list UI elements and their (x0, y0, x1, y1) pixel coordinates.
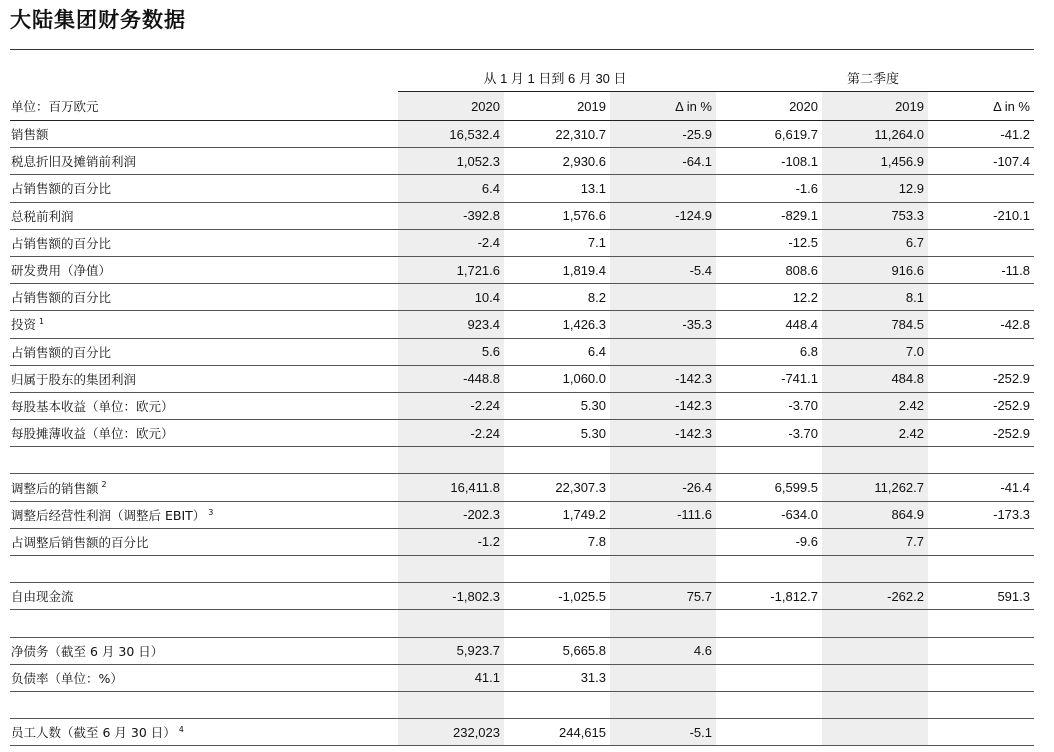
row-label (10, 148, 398, 175)
value-cell: -252.9 (928, 392, 1034, 419)
title-divider (10, 49, 1034, 50)
spacer-cell (716, 691, 822, 718)
row-label (10, 202, 398, 229)
table-row (10, 256, 1034, 283)
row-label-text: 净债务（截至 6 月 30 日） (11, 643, 164, 659)
row-label (10, 501, 398, 528)
row-label (10, 175, 398, 202)
value-cell: 5.30 (504, 392, 610, 419)
value-cell (610, 229, 716, 256)
spacer-cell (716, 610, 822, 637)
value-cell: -11.8 (928, 256, 1034, 283)
spacer-cell (928, 610, 1034, 637)
spacer-row (10, 691, 1034, 718)
value-cell: 1,721.6 (398, 256, 504, 283)
value-cell: 6.4 (398, 175, 504, 202)
value-cell: 75.7 (610, 583, 716, 610)
value-cell: 864.9 (822, 501, 928, 528)
value-cell (822, 637, 928, 664)
value-cell: 808.6 (716, 256, 822, 283)
spacer-cell (398, 556, 504, 583)
row-label-text: 税息折旧及摊销前利润 (11, 154, 137, 170)
row-label-text: 占销售额的百分比 (11, 235, 112, 251)
value-cell: -64.1 (610, 148, 716, 175)
value-cell: 8.2 (504, 284, 610, 311)
table-row (10, 202, 1034, 229)
row-label (10, 284, 398, 311)
value-cell: 923.4 (398, 311, 504, 338)
value-cell (928, 175, 1034, 202)
value-cell: -1,025.5 (504, 583, 610, 610)
value-cell: 784.5 (822, 311, 928, 338)
spacer-cell (822, 691, 928, 718)
value-cell (928, 719, 1034, 746)
footnote-marker: 3 (208, 507, 214, 517)
spacer-cell (504, 691, 610, 718)
spacer-cell (928, 691, 1034, 718)
unit-label: 单位：百万欧元 (10, 92, 398, 121)
table-row (10, 121, 1034, 148)
spacer-cell (10, 447, 398, 474)
quarter-group-header: 第二季度 (716, 64, 1034, 92)
row-label (10, 583, 398, 610)
row-label (10, 229, 398, 256)
value-cell: 2,930.6 (504, 148, 610, 175)
spacer-cell (610, 610, 716, 637)
value-cell: 7.0 (822, 338, 928, 365)
row-label-text: 研发费用（净值） (11, 263, 112, 279)
value-cell: -142.3 (610, 420, 716, 447)
row-label (10, 719, 398, 746)
table-row (10, 311, 1034, 338)
value-cell (610, 528, 716, 555)
row-label-text: 占销售额的百分比 (11, 181, 112, 197)
value-cell: -26.4 (610, 474, 716, 501)
value-cell: 6,619.7 (716, 121, 822, 148)
page-title: 大陆集团财务数据 (10, 8, 186, 32)
value-cell: 484.8 (822, 365, 928, 392)
row-label-text: 销售额 (11, 127, 49, 143)
value-cell: 2.42 (822, 392, 928, 419)
table-row (10, 664, 1034, 691)
table-row (10, 148, 1034, 175)
value-cell (928, 229, 1034, 256)
value-cell: 16,411.8 (398, 474, 504, 501)
footnote-marker: 1 (39, 317, 45, 327)
value-cell: -173.3 (928, 501, 1034, 528)
value-cell: 1,819.4 (504, 256, 610, 283)
row-label-text: 调整后的销售额 (11, 480, 99, 496)
value-cell: -9.6 (716, 528, 822, 555)
value-cell (928, 528, 1034, 555)
value-cell: -2.24 (398, 392, 504, 419)
row-label (10, 474, 398, 501)
row-label-text: 员工人数（截至 6 月 30 日） (11, 725, 176, 741)
spacer-cell (716, 556, 822, 583)
value-cell: -210.1 (928, 202, 1034, 229)
row-label-text: 每股摊薄收益（单位：欧元） (11, 426, 174, 442)
value-cell: 16,532.4 (398, 121, 504, 148)
spacer-cell (10, 610, 398, 637)
spacer-cell (610, 691, 716, 718)
value-cell: 22,307.3 (504, 474, 610, 501)
row-label (10, 637, 398, 664)
value-cell: -392.8 (398, 202, 504, 229)
value-cell: -829.1 (716, 202, 822, 229)
value-cell (610, 284, 716, 311)
row-label-text: 自由现金流 (11, 589, 74, 605)
row-label-text: 占销售额的百分比 (11, 290, 112, 306)
value-cell: 6,599.5 (716, 474, 822, 501)
row-label-text: 占调整后销售额的百分比 (11, 534, 149, 550)
row-label (10, 528, 398, 555)
table-row (10, 719, 1034, 746)
value-cell: 31.3 (504, 664, 610, 691)
value-cell (610, 175, 716, 202)
value-cell: 6.7 (822, 229, 928, 256)
row-label (10, 311, 398, 338)
value-cell: 11,264.0 (822, 121, 928, 148)
value-cell: -252.9 (928, 365, 1034, 392)
row-label (10, 420, 398, 447)
value-cell: -3.70 (716, 420, 822, 447)
col-h1-delta: Δ in % (610, 92, 716, 121)
spacer-cell (822, 610, 928, 637)
value-cell: 1,052.3 (398, 148, 504, 175)
table-row (10, 284, 1034, 311)
value-cell: -142.3 (610, 392, 716, 419)
value-cell (610, 664, 716, 691)
value-cell: 448.4 (716, 311, 822, 338)
row-label-text: 占销售额的百分比 (11, 344, 112, 360)
value-cell (928, 338, 1034, 365)
spacer-cell (504, 610, 610, 637)
value-cell: 7.7 (822, 528, 928, 555)
value-cell: -252.9 (928, 420, 1034, 447)
col-q2-2020: 2020 (716, 92, 822, 121)
row-label (10, 664, 398, 691)
financial-data-table (10, 64, 1034, 746)
value-cell: -41.4 (928, 474, 1034, 501)
value-cell: 13.1 (504, 175, 610, 202)
spacer-cell (610, 556, 716, 583)
value-cell (610, 338, 716, 365)
value-cell: 244,615 (504, 719, 610, 746)
row-label (10, 256, 398, 283)
table-row (10, 474, 1034, 501)
col-q2-2019: 2019 (822, 92, 928, 121)
value-cell: 10.4 (398, 284, 504, 311)
col-h1-2019: 2019 (504, 92, 610, 121)
group-header-row (10, 64, 1034, 92)
table-body (10, 121, 1034, 746)
value-cell: 11,262.7 (822, 474, 928, 501)
value-cell: 12.2 (716, 284, 822, 311)
value-cell: -2.4 (398, 229, 504, 256)
value-cell (822, 664, 928, 691)
value-cell: 2.42 (822, 420, 928, 447)
value-cell: 5.30 (504, 420, 610, 447)
first-half-group-header: 从 1 月 1 日到 6 月 30 日 (398, 64, 716, 92)
value-cell: -111.6 (610, 501, 716, 528)
value-cell: -107.4 (928, 148, 1034, 175)
value-cell: 6.4 (504, 338, 610, 365)
row-label-text: 负债率（单位：%） (11, 670, 123, 686)
footnote-marker: 4 (178, 725, 184, 735)
row-label-text: 总税前利润 (11, 208, 74, 224)
table-row (10, 420, 1034, 447)
value-cell: 6.8 (716, 338, 822, 365)
value-cell: 22,310.7 (504, 121, 610, 148)
value-cell: -35.3 (610, 311, 716, 338)
value-cell: -5.1 (610, 719, 716, 746)
value-cell: 5,923.7 (398, 637, 504, 664)
table-row (10, 365, 1034, 392)
spacer-row (10, 556, 1034, 583)
row-label-text: 投资 (11, 317, 37, 333)
spacer-row (10, 610, 1034, 637)
value-cell: 7.1 (504, 229, 610, 256)
value-cell: 12.9 (822, 175, 928, 202)
spacer-cell (928, 447, 1034, 474)
spacer-cell (716, 447, 822, 474)
table-row (10, 501, 1034, 528)
value-cell: -108.1 (716, 148, 822, 175)
value-cell: 916.6 (822, 256, 928, 283)
spacer-cell (610, 447, 716, 474)
value-cell: 4.6 (610, 637, 716, 664)
footnote-marker: 2 (101, 480, 107, 490)
value-cell (716, 719, 822, 746)
value-cell: -3.70 (716, 392, 822, 419)
spacer-cell (822, 447, 928, 474)
value-cell: -25.9 (610, 121, 716, 148)
value-cell: -1,802.3 (398, 583, 504, 610)
value-cell: 1,060.0 (504, 365, 610, 392)
value-cell: 1,576.6 (504, 202, 610, 229)
value-cell: 7.8 (504, 528, 610, 555)
value-cell: -634.0 (716, 501, 822, 528)
value-cell: 1,749.2 (504, 501, 610, 528)
table-row (10, 637, 1034, 664)
spacer-cell (928, 556, 1034, 583)
value-cell (716, 664, 822, 691)
value-cell: 232,023 (398, 719, 504, 746)
spacer-cell (398, 610, 504, 637)
row-label (10, 365, 398, 392)
value-cell (928, 637, 1034, 664)
value-cell: -12.5 (716, 229, 822, 256)
spacer-cell (504, 556, 610, 583)
value-cell: -202.3 (398, 501, 504, 528)
row-label-text: 归属于股东的集团利润 (11, 371, 137, 387)
row-label (10, 121, 398, 148)
value-cell: -142.3 (610, 365, 716, 392)
value-cell: 753.3 (822, 202, 928, 229)
value-cell: 5,665.8 (504, 637, 610, 664)
value-cell: -448.8 (398, 365, 504, 392)
value-cell: 1,456.9 (822, 148, 928, 175)
value-cell: -124.9 (610, 202, 716, 229)
value-cell: -262.2 (822, 583, 928, 610)
column-header-row (10, 92, 1034, 121)
value-cell (716, 637, 822, 664)
value-cell (928, 284, 1034, 311)
row-label-text: 调整后经营性利润（调整后 EBIT） (11, 507, 206, 523)
spacer-row (10, 447, 1034, 474)
value-cell (822, 719, 928, 746)
value-cell: 5.6 (398, 338, 504, 365)
value-cell: -741.1 (716, 365, 822, 392)
value-cell: -41.2 (928, 121, 1034, 148)
value-cell: 1,426.3 (504, 311, 610, 338)
row-label (10, 338, 398, 365)
value-cell: -1.6 (716, 175, 822, 202)
table-row (10, 338, 1034, 365)
value-cell: -1.2 (398, 528, 504, 555)
col-q2-delta: Δ in % (928, 92, 1034, 121)
spacer-cell (504, 447, 610, 474)
spacer-cell (10, 691, 398, 718)
value-cell: 8.1 (822, 284, 928, 311)
value-cell: 41.1 (398, 664, 504, 691)
table-row (10, 528, 1034, 555)
table-row (10, 175, 1034, 202)
row-label (10, 392, 398, 419)
spacer-cell (822, 556, 928, 583)
value-cell: -5.4 (610, 256, 716, 283)
spacer-cell (10, 556, 398, 583)
table-row (10, 392, 1034, 419)
value-cell: -42.8 (928, 311, 1034, 338)
value-cell (928, 664, 1034, 691)
value-cell: -2.24 (398, 420, 504, 447)
row-label-text: 每股基本收益（单位：欧元） (11, 398, 174, 414)
value-cell: -1,812.7 (716, 583, 822, 610)
col-h1-2020: 2020 (398, 92, 504, 121)
spacer-cell (398, 691, 504, 718)
table-row (10, 229, 1034, 256)
table-row (10, 583, 1034, 610)
spacer-cell (398, 447, 504, 474)
value-cell: 591.3 (928, 583, 1034, 610)
